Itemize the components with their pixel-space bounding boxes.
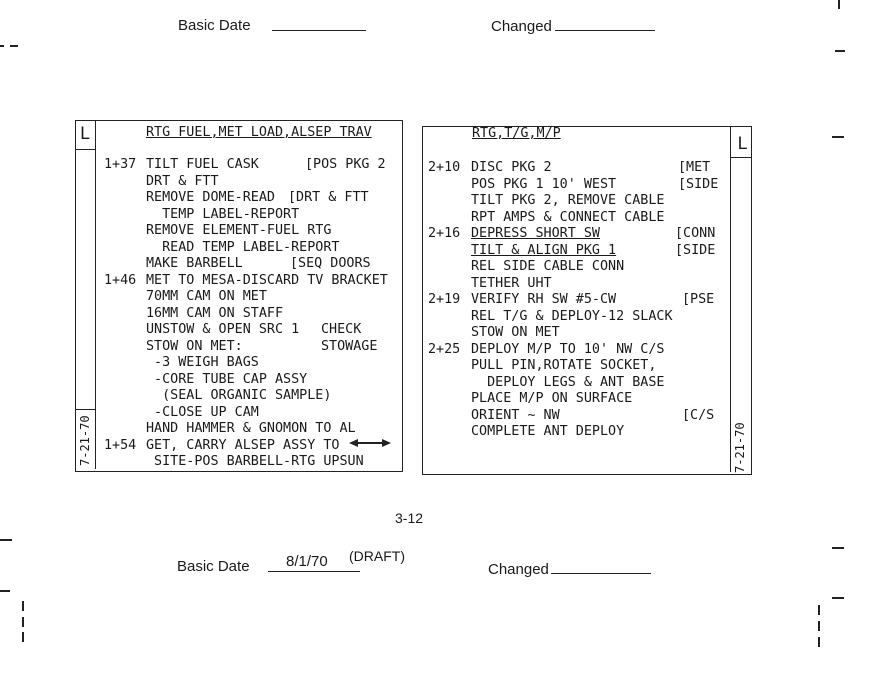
line-text: ORIENT ~ NW — [471, 407, 560, 423]
line-time: 2+10 — [428, 160, 461, 175]
line-text: HAND HAMMER & GNOMON TO AL — [146, 421, 356, 436]
line-text: COMPLETE ANT DEPLOY — [471, 424, 625, 439]
line-note: [SIDE — [678, 176, 719, 192]
line-note: [DRT & FTT — [288, 190, 369, 205]
line-text: SITE-POS BARBELL-RTG UPSUN — [146, 454, 364, 469]
line-text: DISC PKG 2 — [471, 160, 552, 175]
line-note: [MET — [678, 160, 711, 175]
line-text: REL SIDE CABLE CONN — [471, 259, 625, 274]
right-card-title: RTG,T/G,M/P — [472, 126, 561, 141]
line-note: [SEQ DOORS — [290, 256, 371, 271]
line-note: STOWAGE — [321, 338, 378, 354]
margin-mark — [832, 547, 844, 549]
line-note: [CONN — [675, 226, 716, 241]
footer-changed-field — [551, 573, 651, 574]
left-tab-divider — [76, 408, 95, 410]
line-text: PULL PIN,ROTATE SOCKET, — [471, 358, 657, 373]
line-note: [C/S — [682, 407, 715, 423]
line-text: PLACE M/P ON SURFACE — [471, 391, 633, 406]
line-note: [SIDE — [675, 242, 716, 258]
line-text: DRT & FTT — [146, 173, 219, 189]
right-date-stamp: 7-21-70 — [733, 422, 747, 473]
line-text: TEMP LABEL-REPORT — [146, 206, 300, 222]
margin-mark — [818, 637, 820, 647]
line-text: STOW ON MET — [471, 325, 560, 340]
left-card-title: RTG FUEL,MET LOAD,ALSEP TRAV — [146, 125, 372, 140]
margin-mark — [22, 617, 24, 627]
line-text: 70MM CAM ON MET — [146, 289, 267, 304]
line-time: 2+16 — [428, 226, 461, 241]
margin-mark — [0, 539, 12, 541]
line-text: READ TEMP LABEL-REPORT — [146, 239, 340, 255]
line-note: [POS PKG 2 — [305, 157, 386, 172]
line-time: 2+19 — [428, 292, 461, 307]
margin-mark — [818, 605, 820, 615]
line-text: VERIFY RH SW #5-CW — [471, 292, 617, 307]
line-text: 16MM CAM ON STAFF — [146, 305, 284, 321]
right-tab-letter: L — [737, 134, 747, 154]
footer-draft-label: (DRAFT) — [349, 548, 405, 564]
line-text: MET TO MESA-DISCARD TV BRACKET — [146, 272, 388, 288]
page-number: 3-12 — [395, 510, 424, 526]
line-note: [PSE — [682, 292, 715, 307]
line-text: STOW ON MET: — [146, 338, 243, 354]
line-text: RPT AMPS & CONNECT CABLE — [471, 209, 665, 225]
line-text: REMOVE ELEMENT-FUEL RTG — [146, 223, 332, 238]
line-text: DEPLOY LEGS & ANT BASE — [471, 374, 665, 390]
line-text: UNSTOW & OPEN SRC 1 — [146, 322, 300, 337]
line-time: 2+25 — [428, 341, 461, 357]
line-text: -3 WEIGH BAGS — [146, 355, 259, 370]
line-text: MAKE BARBELL — [146, 256, 243, 271]
line-text: -CLOSE UP CAM — [146, 404, 259, 420]
margin-mark — [22, 601, 24, 611]
header-changed-label: Changed — [491, 18, 552, 35]
margin-mark — [0, 45, 4, 47]
line-time: 1+54 — [104, 437, 137, 453]
footer-basic-date-value: 8/1/70 — [286, 553, 328, 570]
header-changed-field — [555, 30, 655, 31]
line-text: TETHER UHT — [471, 275, 552, 291]
line-text: -CORE TUBE CAP ASSY — [146, 371, 308, 387]
right-tab-column — [730, 127, 751, 472]
line-time: 1+46 — [104, 272, 137, 288]
margin-mark — [10, 45, 18, 47]
margin-mark — [818, 621, 820, 631]
header-basic-date-field — [272, 30, 366, 31]
margin-mark — [0, 590, 10, 592]
left-date-stamp: 7-21-70 — [78, 415, 92, 466]
line-text: DEPLOY M/P TO 10' NW C/S — [471, 341, 665, 357]
line-text: TILT & ALIGN PKG 1 — [471, 242, 617, 258]
line-text: TILT PKG 2, REMOVE CABLE — [471, 193, 665, 208]
footer-basic-date-label: Basic Date — [177, 558, 250, 575]
left-checklist-card — [75, 120, 403, 472]
margin-mark — [22, 632, 24, 642]
double-arrow-icon — [349, 437, 391, 449]
footer-basic-date-field — [268, 571, 360, 572]
line-text: REL T/G & DEPLOY-12 SLACK — [471, 308, 673, 324]
line-text: REMOVE DOME-READ — [146, 190, 275, 205]
line-text: GET, CARRY ALSEP ASSY TO — [146, 437, 340, 453]
line-text: TILT FUEL CASK — [146, 157, 259, 172]
margin-mark — [832, 597, 844, 599]
header-basic-date-label: Basic Date — [178, 17, 251, 34]
left-tab-letter: L — [80, 124, 90, 144]
line-text: (SEAL ORGANIC SAMPLE) — [146, 388, 332, 403]
right-checklist-card — [422, 126, 752, 475]
margin-mark — [835, 50, 845, 52]
line-note: CHECK — [321, 322, 362, 337]
margin-mark — [832, 136, 844, 138]
footer-changed-label: Changed — [488, 561, 549, 578]
line-time: 1+37 — [104, 157, 137, 172]
line-text: POS PKG 1 10' WEST — [471, 176, 617, 192]
margin-mark — [838, 0, 840, 9]
line-text: DEPRESS SHORT SW — [471, 226, 600, 241]
